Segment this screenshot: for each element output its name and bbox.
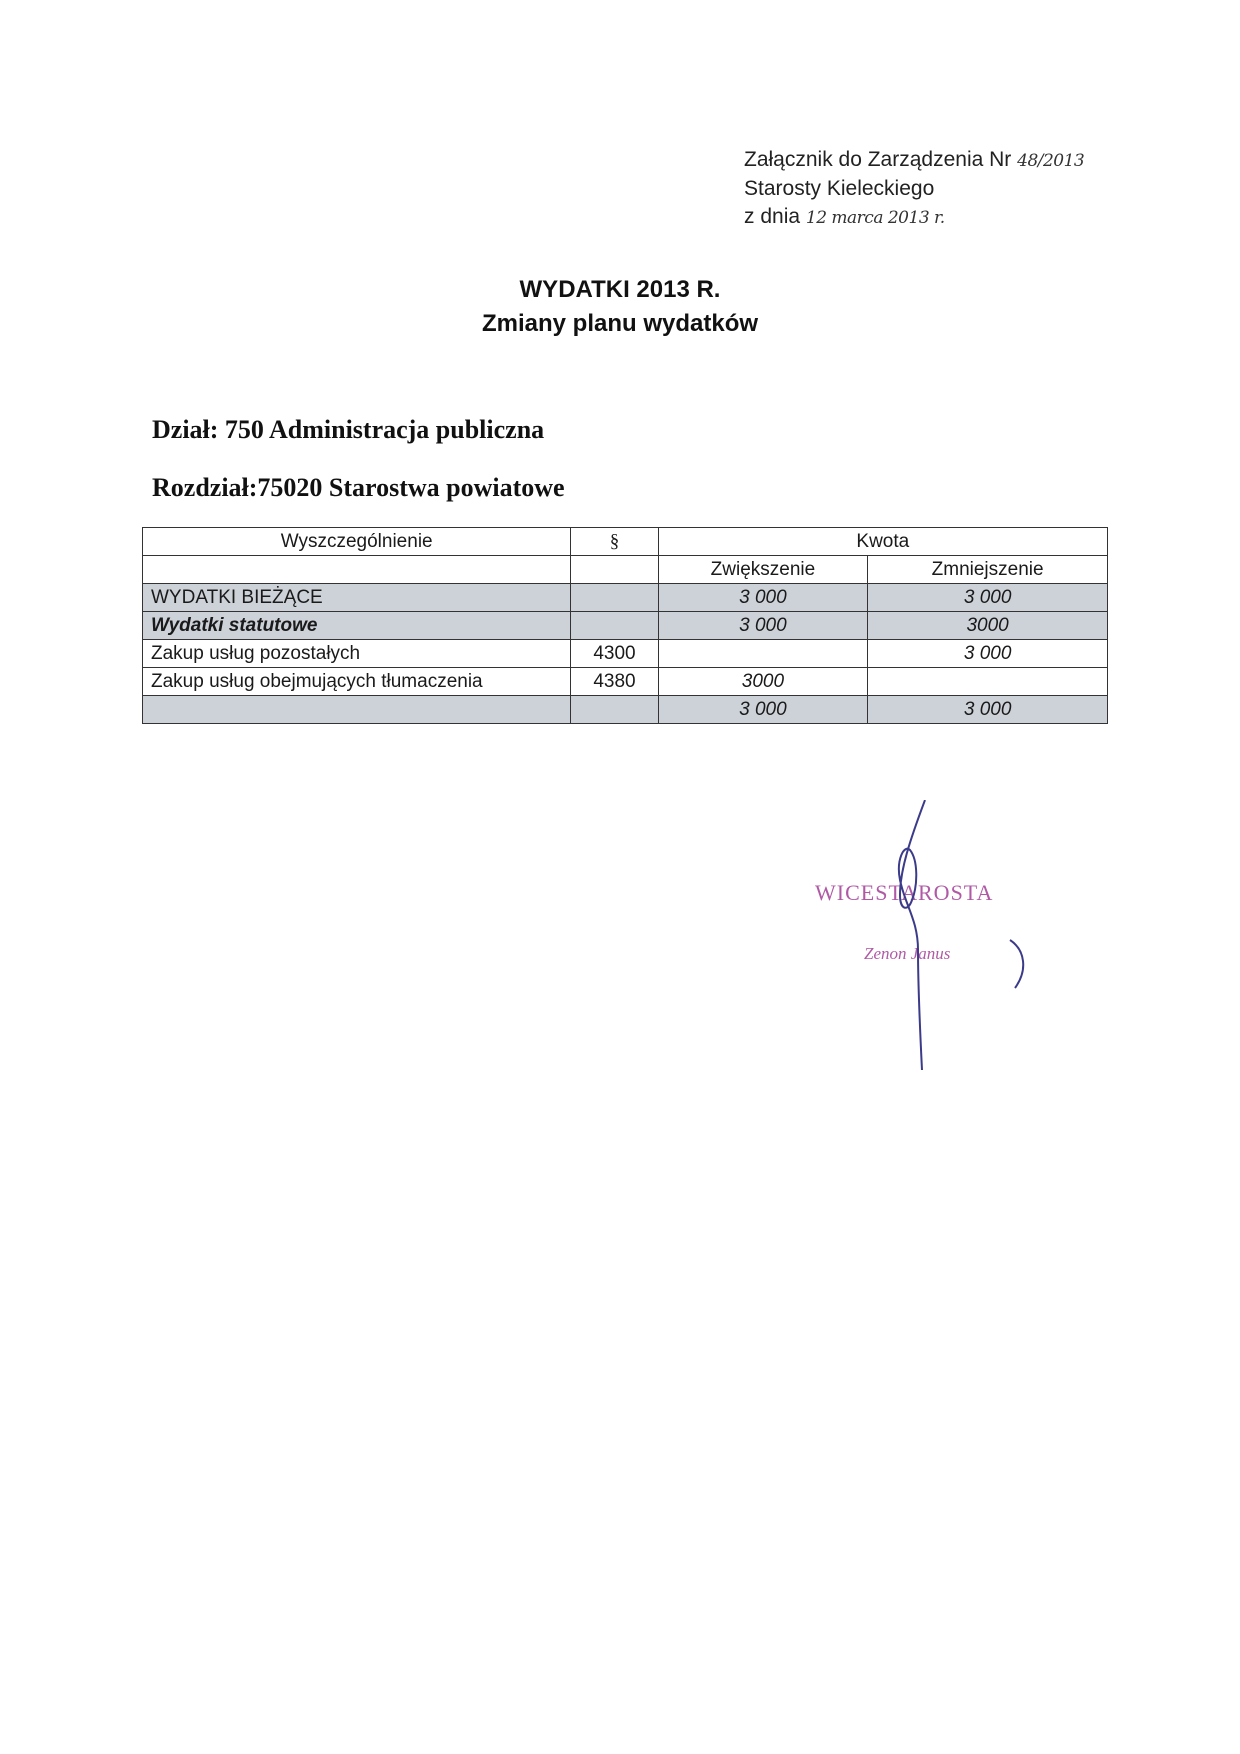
table-row <box>143 668 1108 696</box>
row-name: Zakup usług pozostałych <box>143 640 571 668</box>
subheader-empty <box>143 556 571 584</box>
section-rozdzial: Rozdział:75020 Starostwa powiatowe <box>152 473 565 502</box>
stamp-title: WICESTAROSTA <box>815 880 994 905</box>
header-decrease: Zmniejszenie <box>868 556 1108 584</box>
subheader-empty <box>571 556 658 584</box>
row-paragraph <box>571 584 658 612</box>
stamp-name: Zenon Janus <box>864 944 951 963</box>
row-increase: 3000 <box>658 668 868 696</box>
table-row <box>143 584 1108 612</box>
row-increase: 3 000 <box>658 584 868 612</box>
row-decrease: 3000 <box>868 612 1108 640</box>
table-total-row <box>143 696 1108 724</box>
attachment-line-1-prefix: Załącznik do Zarządzenia Nr <box>744 148 1012 171</box>
attachment-line-3-prefix: z dnia <box>744 205 801 228</box>
table-row <box>143 640 1108 668</box>
document-title: WYDATKI 2013 R. <box>519 276 721 303</box>
row-decrease <box>868 668 1108 696</box>
row-paragraph <box>571 612 658 640</box>
attachment-note <box>744 146 1084 232</box>
section-dzial: Dział: 750 Administracja publiczna <box>152 415 545 444</box>
row-decrease: 3 000 <box>868 584 1108 612</box>
header-name: Wyszczególnienie <box>143 528 571 556</box>
table-subheader-row <box>143 556 1108 584</box>
row-paragraph: 4380 <box>571 668 658 696</box>
row-paragraph <box>571 696 658 724</box>
row-name: WYDATKI BIEŻĄCE <box>143 584 571 612</box>
row-name: Wydatki statutowe <box>143 612 571 640</box>
document-subtitle: Zmiany planu wydatków <box>481 310 759 337</box>
row-decrease: 3 000 <box>868 640 1108 668</box>
attachment-line-2: Starosty Kieleckiego <box>744 177 935 200</box>
header-increase: Zwiększenie <box>658 556 868 584</box>
row-increase: 3 000 <box>658 696 868 724</box>
row-paragraph: 4300 <box>571 640 658 668</box>
header-amount: Kwota <box>658 528 1107 556</box>
row-increase <box>658 640 868 668</box>
row-increase: 3 000 <box>658 612 868 640</box>
handwritten-date: 12 marca 2013 r. <box>805 208 945 228</box>
handwritten-signature <box>800 800 1060 1080</box>
header-paragraph: § <box>571 528 658 556</box>
handwritten-order-number: 48/2013 <box>1017 151 1085 171</box>
attachment-line-3 <box>744 203 1084 232</box>
attachment-line-1 <box>744 146 1084 175</box>
row-decrease: 3 000 <box>868 696 1108 724</box>
row-name: Zakup usług obejmujących tłumaczenia <box>143 668 571 696</box>
row-name <box>143 696 571 724</box>
table-row <box>143 612 1108 640</box>
table-header-row <box>143 528 1108 556</box>
expenditure-table <box>142 527 1108 724</box>
